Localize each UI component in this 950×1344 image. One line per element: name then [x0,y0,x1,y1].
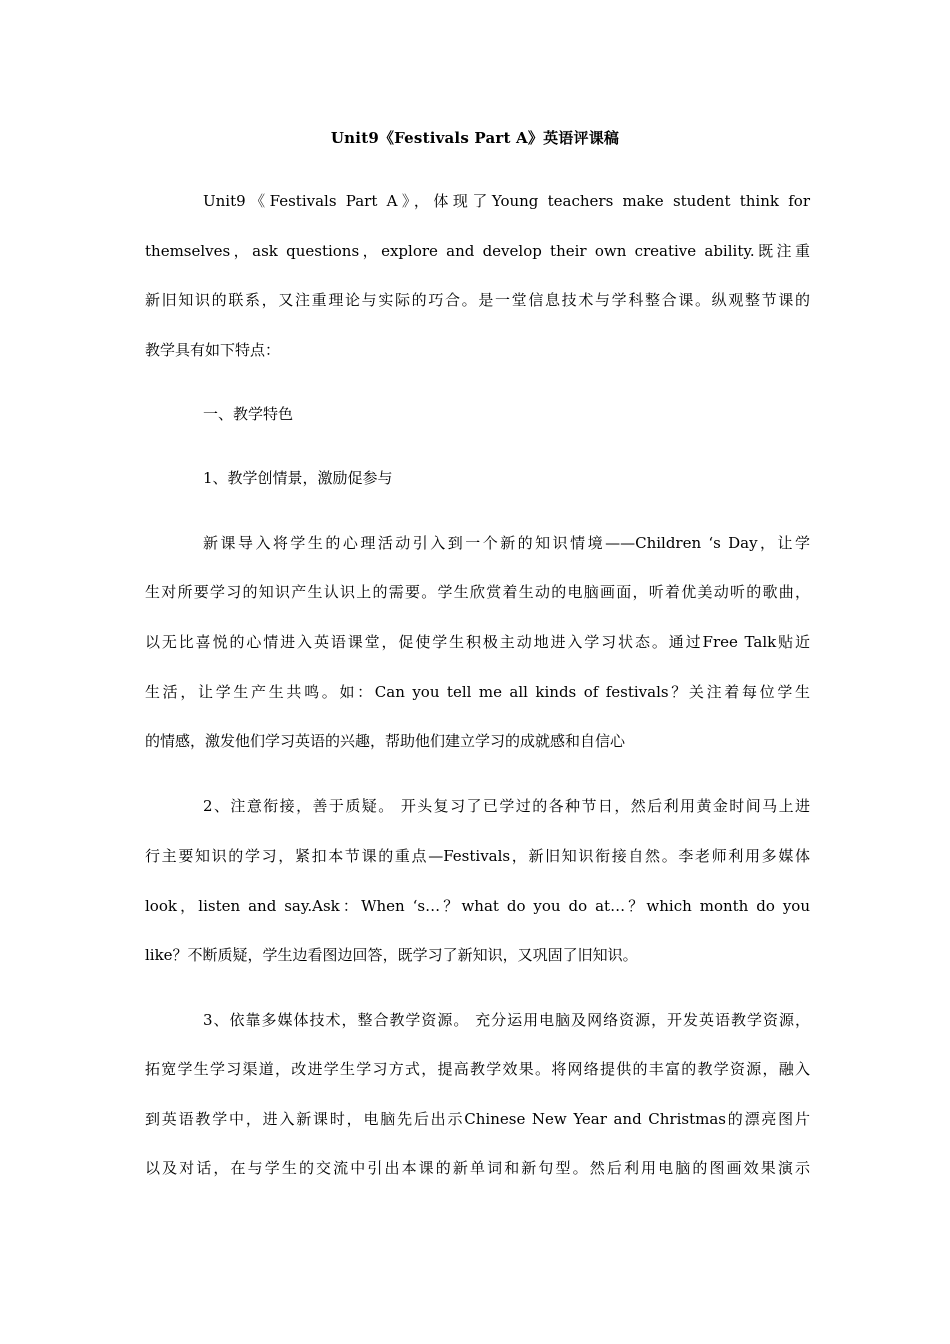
paragraph-line: 以及对话，在与学生的交流中引出本课的新单词和新句型。然后利用电脑的图画效果演示 [145,1159,810,1177]
section-heading: 一、教学特色 [203,405,294,423]
paragraph-line: 3、依靠多媒体技术，整合教学资源。 充分运用电脑及网络资源，开发英语教学资源， [203,1011,810,1029]
paragraph-line: 2、注意衔接，善于质疑。 开头复习了已学过的各种节日，然后利用黄金时间马上进 [203,797,810,815]
paragraph-line: 新课导入将学生的心理活动引入到一个新的知识情境——Children ‘s Day，让学 [203,534,810,552]
paragraph-line: like？不断质疑，学生边看图边回答，既学习了新知识，又巩固了旧知识。 [145,946,638,964]
document-title: Unit9《Festivals Part A》英语评课稿 [330,129,620,147]
paragraph-line: 以无比喜悦的心情进入英语课堂，促使学生积极主动地进入学习状态。通过Free Talk贴近 [145,633,810,651]
paragraph-line: 生活，让学生产生共鸣。如：Can you tell me all kinds of festivals？关注着每位学生 [145,683,810,701]
paragraph-line: 行主要知识的学习，紧扣本节课的重点—Festivals，新旧知识衔接自然。李老师利用多媒体 [145,847,810,865]
paragraph-line: 到英语教学中，进入新课时，电脑先后出示Chinese New Year and Christmas的漂亮图片 [145,1110,810,1128]
paragraph-line: 生对所要学习的知识产生认识上的需要。学生欣赏着生动的电脑画面，听着优美动听的歌曲， [145,583,810,601]
paragraph-line: themselves，ask questions，explore and develop their own creative ability.既注重 [145,242,810,260]
paragraph-line: look，listen and say.Ask：When ‘s…？what do you do at…？which month do you [145,897,810,915]
paragraph-line: 教学具有如下特点： [145,341,281,359]
paragraph-line: 的情感，激发他们学习英语的兴趣，帮助他们建立学习的成就感和自信心 [145,732,626,750]
subsection-heading: 1、教学创情景，激励促参与 [203,469,393,487]
paragraph-line: 拓宽学生学习渠道，改进学生学习方式，提高教学效果。将网络提供的丰富的教学资源，融入 [145,1060,810,1078]
paragraph-line: 新旧知识的联系，又注重理论与实际的巧合。是一堂信息技术与学科整合课。纵观整节课的 [145,291,810,309]
paragraph-line: Unit9《Festivals Part A》，体现了Young teachers make student think for [203,192,810,210]
